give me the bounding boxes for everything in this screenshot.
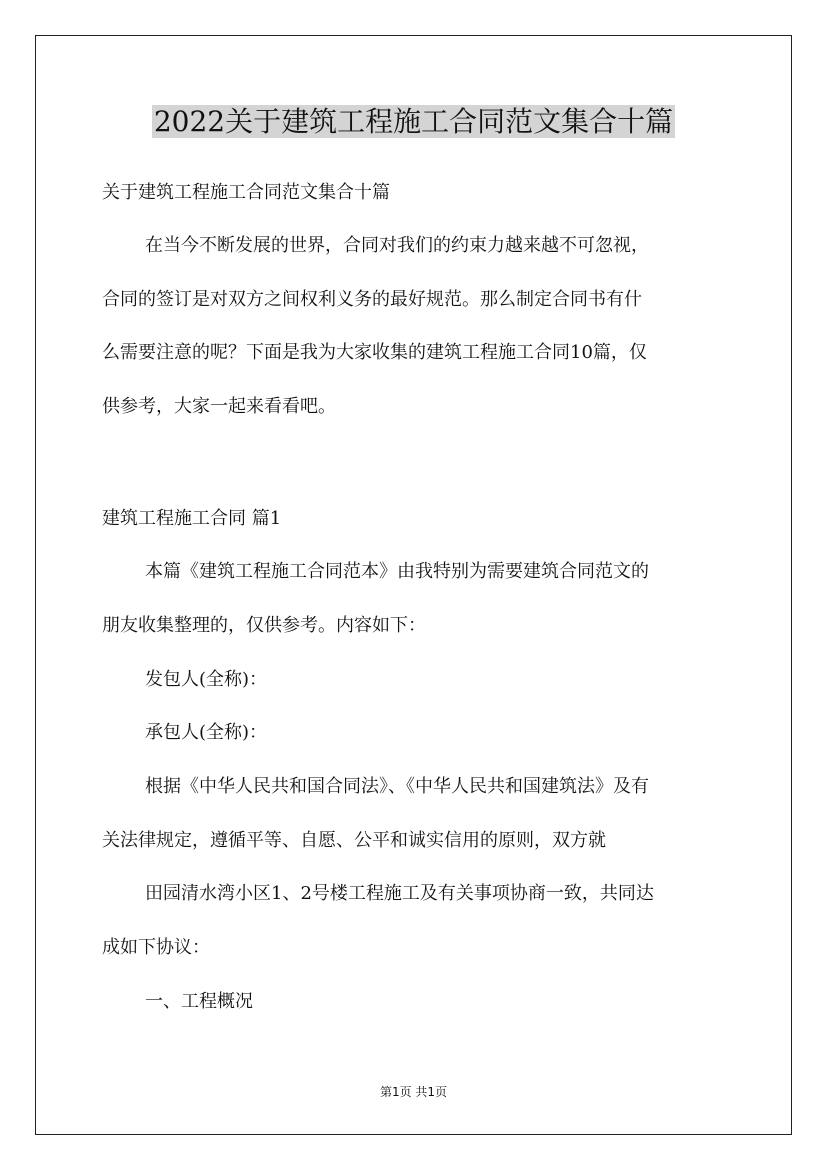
document-title [0,100,827,144]
employer-field: 发包人(全称)： [145,669,268,690]
intro-line-2: 合同的签订是对双方之间权利义务的最好规范。那么制定合同书有什 [102,289,642,310]
section-body-line-8: 成如下协议： [102,937,210,958]
page-footer: 第1页 共1页 [379,1085,448,1099]
section-body-line-1: 本篇《建筑工程施工合同范本》由我特别为需要建筑合同范文的 [145,561,649,582]
section-body-line-2: 朋友收集整理的，仅供参考。内容如下： [102,615,426,636]
clause-heading: 一、工程概况 [145,991,253,1012]
section-body-line-6: 关法律规定，遵循平等、自愿、公平和诚实信用的原则，双方就 [102,830,606,851]
section-body-line-7: 田园清水湾小区1、2号楼工程施工及有关事项协商一致，共同达 [145,883,654,904]
section-body-line-5: 根据《中华人民共和国合同法》、《中华人民共和国建筑法》及有 [145,776,649,797]
intro-line-1: 在当今不断发展的世界，合同对我们的约束力越来越不可忽视， [145,235,649,256]
intro-line-3: 么需要注意的呢？下面是我为大家收集的建筑工程施工合同10篇，仅 [102,342,647,363]
contractor-field: 承包人(全称)： [145,722,268,743]
intro-line-4: 供参考，大家一起来看看吧。 [102,396,336,417]
document-subtitle: 关于建筑工程施工合同范文集合十篇 [102,182,390,203]
section-heading: 建筑工程施工合同 篇1 [102,508,282,529]
document-title-text: 2022关于建筑工程施工合同范文集合十篇 [153,105,674,138]
